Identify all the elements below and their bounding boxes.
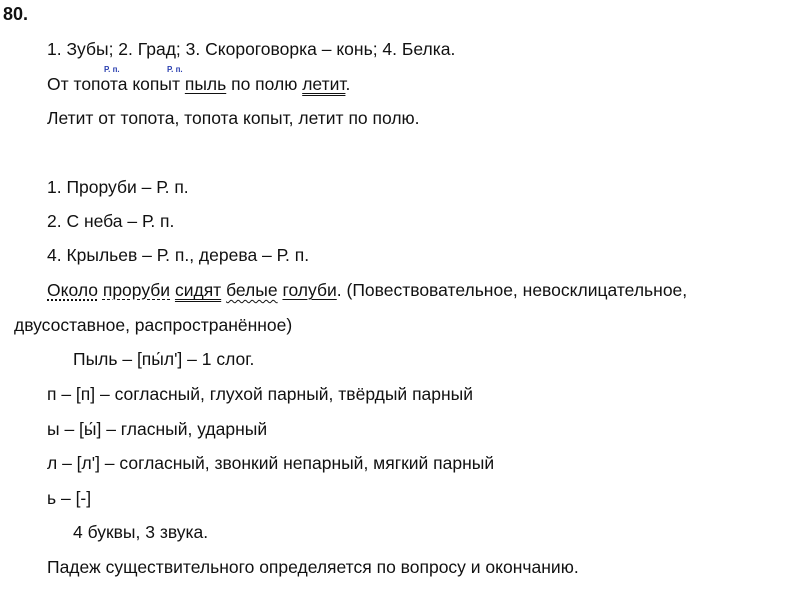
case-mark-1: Р. п. (104, 65, 120, 74)
answer-line-12: л – [л'] – согласный, звонкий непарный, мягкий парный (47, 453, 495, 473)
answer-line-3: Летит от топота, топота копыт, летит по полю. (47, 108, 420, 128)
predicate-word: сидят (174, 280, 222, 300)
word: От (47, 74, 74, 94)
answer-line-6: 4. Крыльев – Р. п., дерева – Р. п. (47, 245, 310, 265)
attribute-word: белые (226, 280, 278, 300)
answer-line-8: двусоставное, распространённое) (14, 315, 293, 335)
answer-line-11: ы – [ы́] – гласный, ударный (47, 419, 268, 439)
answer-line-15: Падеж существительного определяется по вопросу и окончанию. (47, 557, 579, 577)
case-mark-2: Р. п. (167, 65, 183, 74)
answer-line-1: 1. Зубы; 2. Град; 3. Скороговорка – конь; 4. Белка. (47, 39, 456, 59)
answer-line-14: 4 буквы, 3 звука. (73, 522, 209, 542)
predicate-word: летит (302, 74, 346, 94)
answer-line-13: ь – [-] (47, 488, 92, 508)
answer-line-4: 1. Проруби – Р. п. (47, 177, 189, 197)
answer-line-5: 2. С неба – Р. п. (47, 211, 175, 231)
answer-line-10: п – [п] – согласный, глухой парный, твёрдый парный (47, 384, 474, 404)
object-word: проруби (102, 280, 171, 300)
sentence-line-2: От топота копыт пыль по полю летит. (47, 74, 351, 94)
task-number: 80. (3, 4, 29, 24)
subject-word: голуби (282, 280, 337, 300)
word-kopyt: копыт (132, 74, 180, 94)
answer-line-9: Пыль – [пы́л'] – 1 слог. (73, 349, 255, 369)
adverbial-word: Около (47, 280, 98, 300)
sentence-line-7: Около проруби сидят белые голуби. (Повествовательное, невосклицательное, (47, 280, 688, 300)
word-topota: топота (73, 74, 128, 94)
subject-word: пыль (184, 74, 227, 94)
